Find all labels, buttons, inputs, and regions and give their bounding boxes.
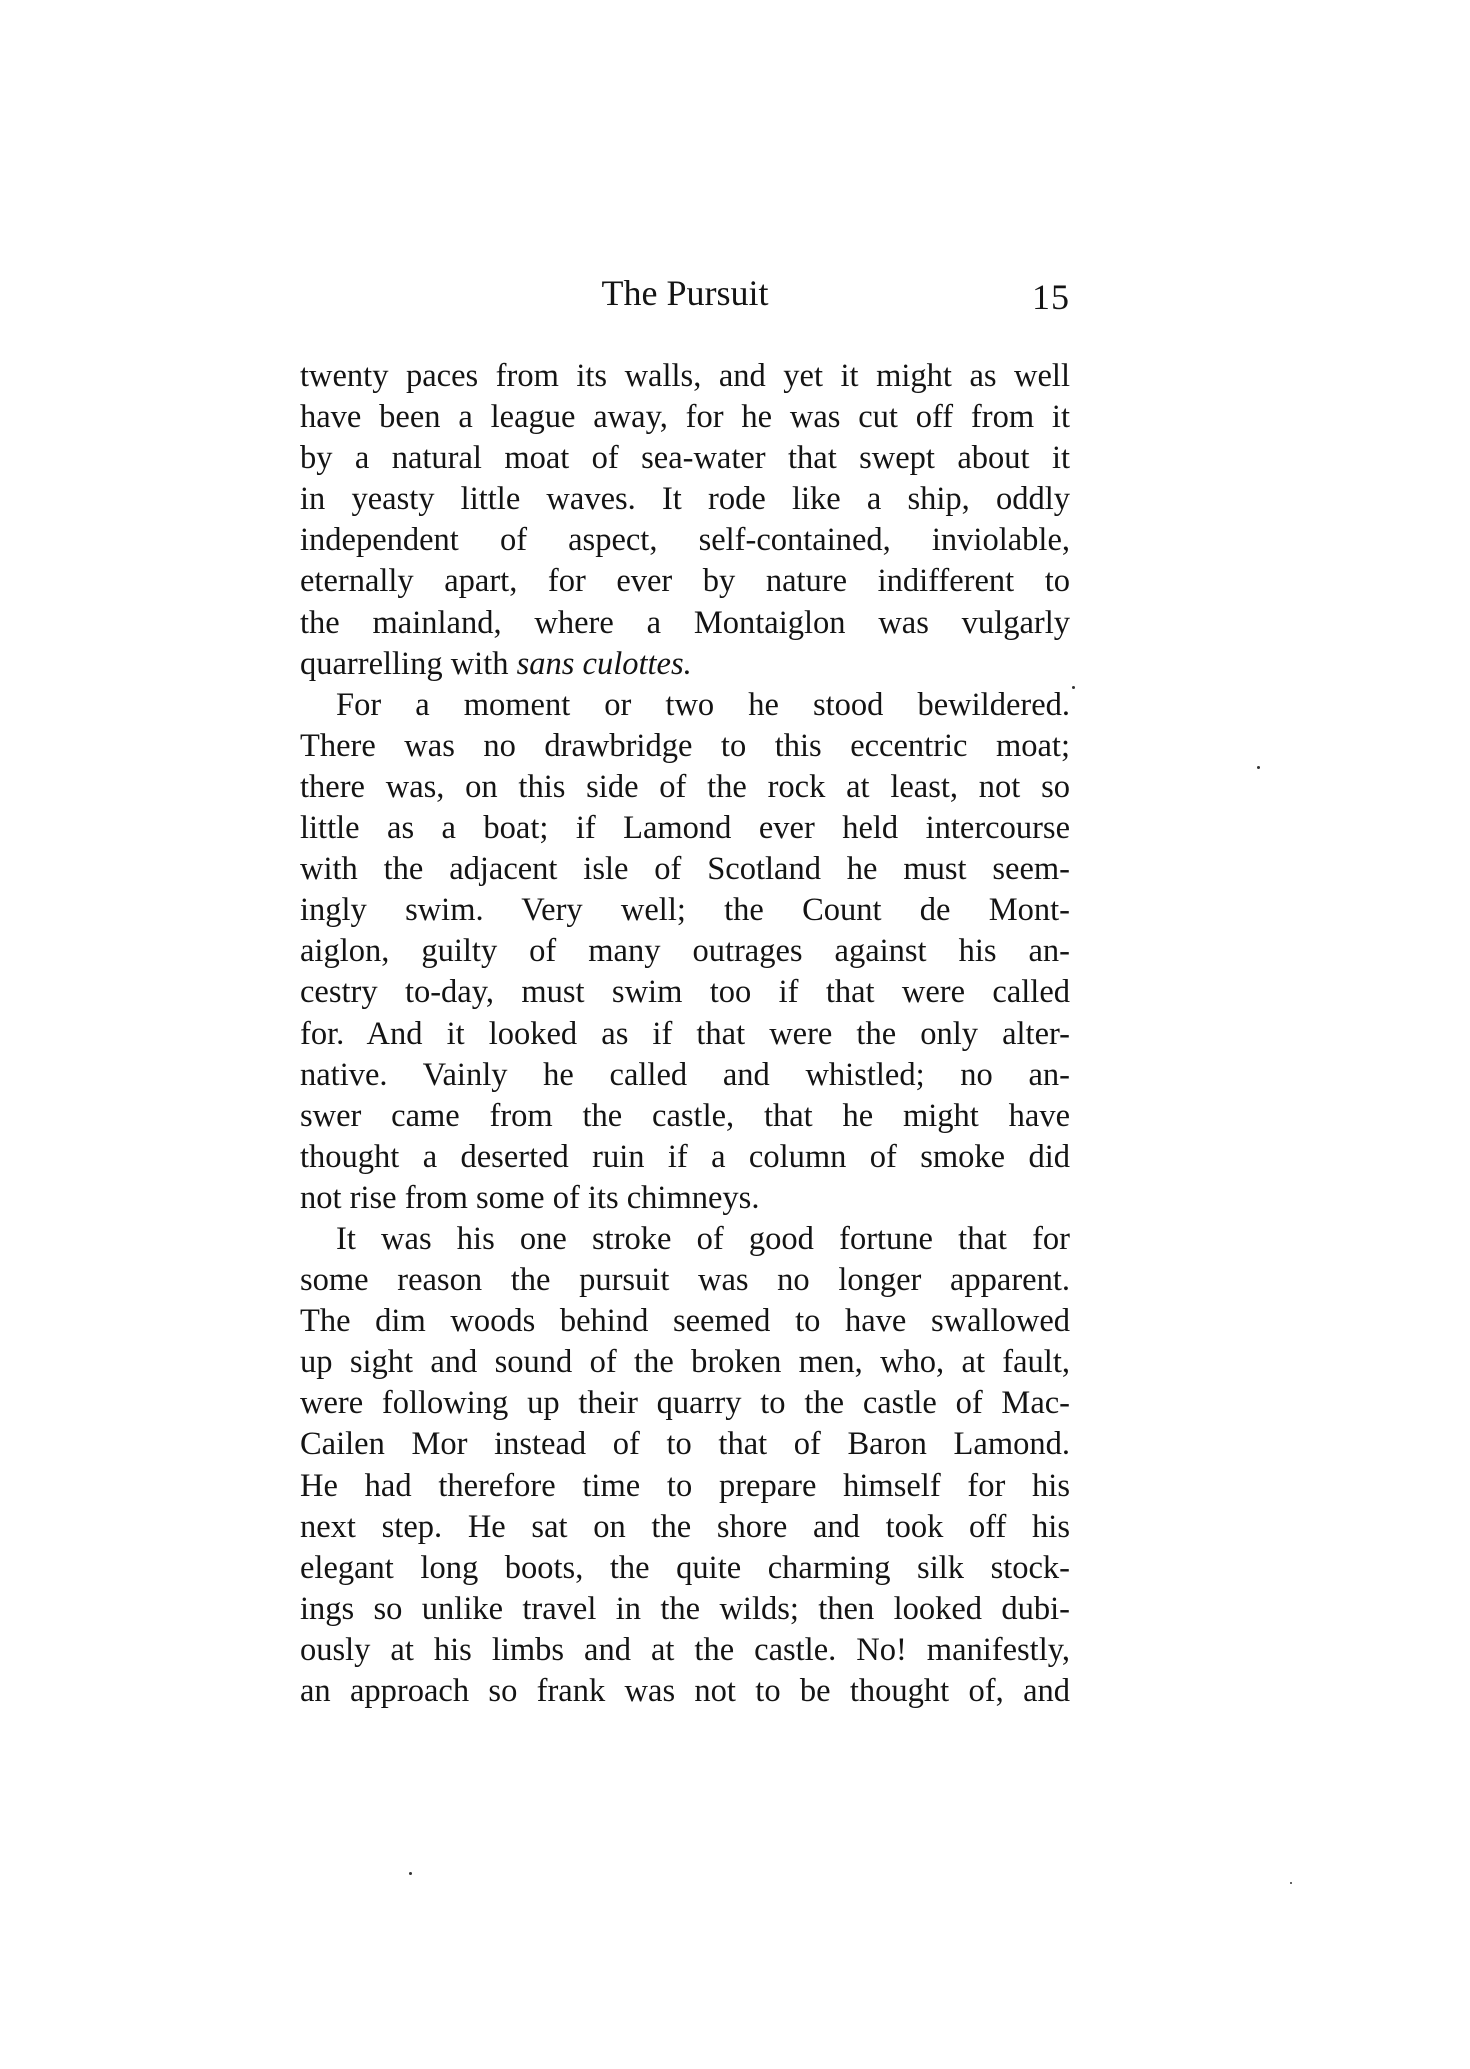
scan-speck: [409, 1872, 412, 1875]
text-line: in yeasty little waves. It rode like a ship, oddly: [300, 481, 1070, 518]
scan-speck: [1257, 766, 1260, 769]
text-line: have been a league away, for he was cut off from it: [300, 399, 1070, 436]
text-line: [300, 644, 1070, 685]
text-line: independent of aspect, self-contained, inviolable,: [300, 522, 1070, 559]
scan-speck: [1072, 686, 1075, 689]
text-line: the mainland, where a Montaiglon was vulgarly: [300, 604, 1070, 641]
text-line: For a moment or two he stood bewildered.: [336, 686, 1070, 723]
text-line: by a natural moat of sea-water that swept about it: [300, 440, 1070, 477]
running-title: The Pursuit: [601, 273, 769, 313]
text-line: there was, on this side of the rock at least, not so: [300, 768, 1070, 805]
text-line: There was no drawbridge to this eccentric moat;: [300, 727, 1070, 764]
text-line: with the adjacent isle of Scotland he must seem-: [300, 851, 1070, 888]
text-line: twenty paces from its walls, and yet it might as well: [300, 358, 1070, 394]
text-line: aiglon, guilty of many outrages against his an-: [300, 933, 1070, 970]
text-line: little as a boat; if Lamond ever held intercourse: [300, 810, 1070, 847]
text-line: ingly swim. Very well; the Count de Mont-: [300, 892, 1070, 929]
body-text: [300, 356, 1070, 1712]
text-line: were following up their quarry to the castle of Mac-: [300, 1385, 1070, 1422]
text-line: eternally apart, for ever by nature indifferent to: [300, 563, 1070, 600]
page-header: [300, 272, 1070, 322]
text-line: Cailen Mor instead of to that of Baron Lamond.: [300, 1426, 1070, 1463]
text-line: swer came from the castle, that he might have: [300, 1097, 1070, 1134]
text-line: for. And it looked as if that were the only alter-: [300, 1015, 1070, 1052]
text-line: elegant long boots, the quite charming silk stock-: [300, 1549, 1070, 1586]
text-line: some reason the pursuit was no longer apparent.: [300, 1262, 1070, 1299]
text-line: He had therefore time to prepare himself for his: [300, 1467, 1070, 1504]
text-line: The dim woods behind seemed to have swallowed: [300, 1303, 1070, 1340]
text-line: ously at his limbs and at the castle. No! manifestly,: [300, 1631, 1070, 1668]
text-line: ings so unlike travel in the wilds; then looked dubi-: [300, 1590, 1070, 1627]
text-line: not rise from some of its chimneys.: [300, 1179, 760, 1216]
page-number: 15: [1032, 277, 1070, 317]
text-line: cestry to-day, must swim too if that were called: [300, 974, 1070, 1011]
text-line: It was his one stroke of good fortune that for: [336, 1220, 1070, 1257]
text-line: thought a deserted ruin if a column of smoke did: [300, 1138, 1070, 1175]
text-line: an approach so frank was not to be thought of, and: [300, 1673, 1070, 1709]
text-fragment: quarrelling with: [300, 645, 517, 682]
text-line: up sight and sound of the broken men, who, at fault,: [300, 1344, 1070, 1381]
text-line: native. Vainly he called and whistled; no an-: [300, 1056, 1070, 1093]
italic-phrase: sans culottes.: [516, 645, 692, 682]
text-line: next step. He sat on the shore and took off his: [300, 1508, 1070, 1545]
scan-speck: [1290, 1882, 1292, 1884]
